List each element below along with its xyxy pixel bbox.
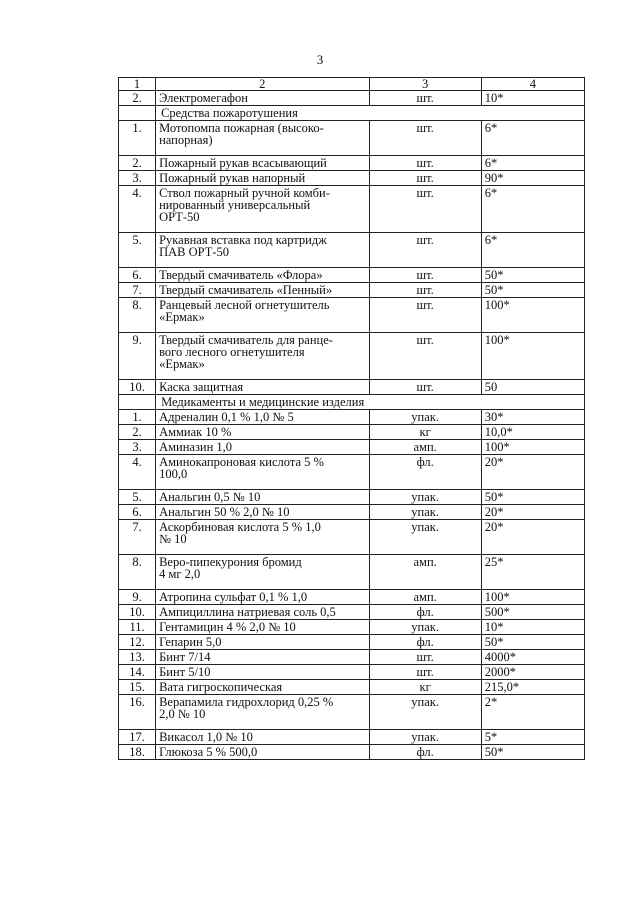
item-unit: шт. (369, 665, 481, 680)
item-unit: фл. (369, 605, 481, 620)
item-quantity: 50* (481, 283, 584, 298)
item-quantity: 10,0* (481, 425, 584, 440)
item-quantity: 50* (481, 490, 584, 505)
item-quantity: 4000* (481, 650, 584, 665)
item-name: Бинт 7/14 (156, 650, 369, 665)
item-number: 9. (119, 333, 156, 380)
item-quantity: 100* (481, 440, 584, 455)
item-unit: шт. (369, 233, 481, 268)
item-quantity: 50* (481, 745, 584, 760)
item-unit: кг (369, 680, 481, 695)
item-quantity: 500* (481, 605, 584, 620)
item-number: 7. (119, 520, 156, 555)
table-row (119, 283, 585, 298)
table-row (119, 620, 585, 635)
item-quantity: 50 (481, 380, 584, 395)
item-unit: шт. (369, 91, 481, 106)
item-number: 14. (119, 665, 156, 680)
item-number: 2. (119, 156, 156, 171)
section-num-cell (119, 106, 156, 121)
item-number: 10. (119, 605, 156, 620)
item-number: 8. (119, 298, 156, 333)
item-unit: фл. (369, 745, 481, 760)
item-name: Аммиак 10 % (156, 425, 369, 440)
item-name: Анальгин 0,5 № 10 (156, 490, 369, 505)
item-quantity: 10* (481, 620, 584, 635)
table-row (119, 298, 585, 333)
item-name: Бинт 5/10 (156, 665, 369, 680)
table-row (119, 505, 585, 520)
item-name: Веро-пипекурония бромид 4 мг 2,0 (156, 555, 369, 590)
table-row (119, 455, 585, 490)
item-name: Аминазин 1,0 (156, 440, 369, 455)
item-name: Мотопомпа пожарная (высоко- напорная) (156, 121, 369, 156)
item-number: 7. (119, 283, 156, 298)
item-unit: шт. (369, 298, 481, 333)
item-quantity: 100* (481, 333, 584, 380)
item-unit: кг (369, 425, 481, 440)
item-name: Пожарный рукав напорный (156, 171, 369, 186)
table-row (119, 605, 585, 620)
item-quantity: 6* (481, 121, 584, 156)
item-name: Верапамила гидрохлорид 0,25 % 2,0 № 10 (156, 695, 369, 730)
item-number: 5. (119, 490, 156, 505)
item-quantity: 215,0* (481, 680, 584, 695)
item-quantity: 2000* (481, 665, 584, 680)
item-quantity: 6* (481, 186, 584, 233)
item-unit: амп. (369, 590, 481, 605)
table-row (119, 650, 585, 665)
item-unit: упак. (369, 410, 481, 425)
item-quantity: 20* (481, 520, 584, 555)
header-col-4: 4 (481, 78, 584, 91)
table-row (119, 186, 585, 233)
section-row (119, 395, 585, 410)
table-row (119, 680, 585, 695)
table-row (119, 380, 585, 395)
item-name: Ранцевый лесной огнетушитель «Ермак» (156, 298, 369, 333)
section-title: Средства пожаротушения (156, 106, 585, 121)
item-quantity: 20* (481, 455, 584, 490)
item-quantity: 6* (481, 233, 584, 268)
item-number: 18. (119, 745, 156, 760)
table-row (119, 695, 585, 730)
item-unit: упак. (369, 620, 481, 635)
item-unit: амп. (369, 555, 481, 590)
item-name: Аминокапроновая кислота 5 % 100,0 (156, 455, 369, 490)
table-row (119, 410, 585, 425)
item-name: Вата гигроскопическая (156, 680, 369, 695)
item-quantity: 100* (481, 298, 584, 333)
item-number: 2. (119, 91, 156, 106)
table-row (119, 590, 585, 605)
item-unit: упак. (369, 505, 481, 520)
table-row (119, 333, 585, 380)
item-quantity: 100* (481, 590, 584, 605)
item-quantity: 6* (481, 156, 584, 171)
item-unit: шт. (369, 268, 481, 283)
item-number: 2. (119, 425, 156, 440)
item-name: Пожарный рукав всасывающий (156, 156, 369, 171)
item-name: Рукавная вставка под картридж ПАВ ОРТ-50 (156, 233, 369, 268)
item-quantity: 30* (481, 410, 584, 425)
table-row (119, 425, 585, 440)
item-unit: упак. (369, 520, 481, 555)
header-col-2: 2 (156, 78, 369, 91)
section-title: Медикаменты и медицинские изделия (156, 395, 585, 410)
item-unit: шт. (369, 186, 481, 233)
item-number: 6. (119, 268, 156, 283)
item-unit: фл. (369, 635, 481, 650)
table-row (119, 440, 585, 455)
item-unit: шт. (369, 380, 481, 395)
table-row (119, 490, 585, 505)
table-row (119, 156, 585, 171)
item-unit: шт. (369, 156, 481, 171)
item-number: 13. (119, 650, 156, 665)
item-unit: шт. (369, 121, 481, 156)
item-quantity: 20* (481, 505, 584, 520)
item-name: Электромегафон (156, 91, 369, 106)
item-number: 1. (119, 410, 156, 425)
table-row (119, 171, 585, 186)
item-name: Викасол 1,0 № 10 (156, 730, 369, 745)
item-number: 6. (119, 505, 156, 520)
item-number: 15. (119, 680, 156, 695)
item-quantity: 2* (481, 695, 584, 730)
item-unit: упак. (369, 730, 481, 745)
section-num-cell (119, 395, 156, 410)
item-name: Адреналин 0,1 % 1,0 № 5 (156, 410, 369, 425)
item-unit: шт. (369, 171, 481, 186)
header-col-3: 3 (369, 78, 481, 91)
item-name: Глюкоза 5 % 500,0 (156, 745, 369, 760)
header-col-1: 1 (119, 78, 156, 91)
item-name: Каска защитная (156, 380, 369, 395)
item-name: Гепарин 5,0 (156, 635, 369, 650)
table-row (119, 635, 585, 650)
item-number: 10. (119, 380, 156, 395)
item-name: Атропина сульфат 0,1 % 1,0 (156, 590, 369, 605)
item-unit: фл. (369, 455, 481, 490)
item-number: 1. (119, 121, 156, 156)
item-name: Твердый смачиватель для ранце- вого лесного огнетушителя «Ермак» (156, 333, 369, 380)
table-row (119, 520, 585, 555)
item-number: 3. (119, 440, 156, 455)
item-unit: амп. (369, 440, 481, 455)
item-name: Аскорбиновая кислота 5 % 1,0 № 10 (156, 520, 369, 555)
table-row (119, 268, 585, 283)
table-row (119, 730, 585, 745)
table-row (119, 665, 585, 680)
item-number: 12. (119, 635, 156, 650)
item-number: 17. (119, 730, 156, 745)
item-quantity: 90* (481, 171, 584, 186)
table-header-row (119, 78, 585, 91)
item-name: Анальгин 50 % 2,0 № 10 (156, 505, 369, 520)
item-number: 8. (119, 555, 156, 590)
item-unit: упак. (369, 490, 481, 505)
item-quantity: 25* (481, 555, 584, 590)
table-row (119, 233, 585, 268)
item-unit: шт. (369, 333, 481, 380)
item-name: Твердый смачиватель «Флора» (156, 268, 369, 283)
item-number: 4. (119, 455, 156, 490)
item-number: 11. (119, 620, 156, 635)
item-quantity: 5* (481, 730, 584, 745)
table-row (119, 555, 585, 590)
item-number: 5. (119, 233, 156, 268)
page-number: 3 (316, 52, 324, 67)
item-number: 4. (119, 186, 156, 233)
supply-table (118, 77, 585, 760)
item-unit: упак. (369, 695, 481, 730)
table-row (119, 121, 585, 156)
item-unit: шт. (369, 283, 481, 298)
item-unit: шт. (369, 650, 481, 665)
table-row (119, 91, 585, 106)
table-row (119, 745, 585, 760)
item-name: Гентамицин 4 % 2,0 № 10 (156, 620, 369, 635)
item-name: Ствол пожарный ручной комби- нированный универсальный ОРТ-50 (156, 186, 369, 233)
item-number: 3. (119, 171, 156, 186)
section-row (119, 106, 585, 121)
item-name: Ампициллина натриевая соль 0,5 (156, 605, 369, 620)
item-quantity: 10* (481, 91, 584, 106)
item-name: Твердый смачиватель «Пенный» (156, 283, 369, 298)
item-quantity: 50* (481, 268, 584, 283)
item-number: 9. (119, 590, 156, 605)
item-quantity: 50* (481, 635, 584, 650)
item-number: 16. (119, 695, 156, 730)
